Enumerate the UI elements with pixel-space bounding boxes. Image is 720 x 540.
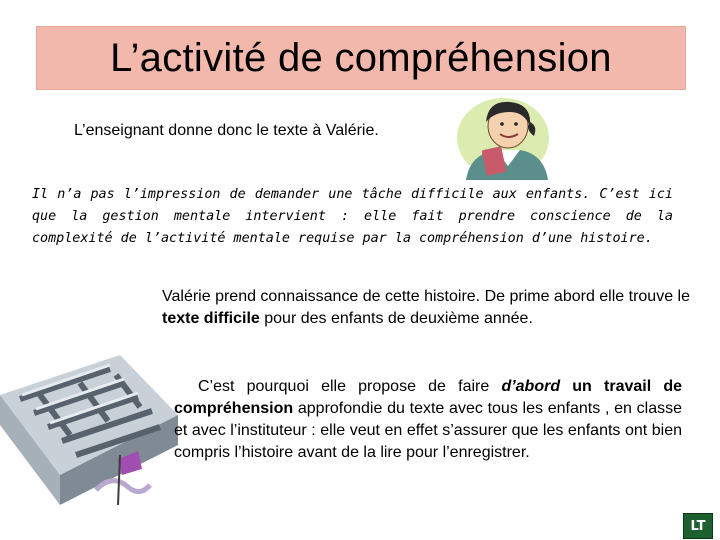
paragraph-discovery-text-1: Valérie prend connaissance de cette histoire. De prime abord elle trouve le [162,288,690,305]
paragraph-discovery-text-2: pour des enfants de deuxième année. [259,310,533,327]
nav-badge-button[interactable]: LT [683,513,713,539]
maze-icon [0,355,178,520]
teacher-icon [448,92,558,180]
title-bar [36,26,686,90]
paragraph-comprehension-text-2: approfondie du texte avec tous les enfants , en classe et avec l’instituteur : elle veut en effet s’assurer que les enfants ont bien compris l’histoire avant de la lire pour l’enregistrer. [174,400,682,461]
paragraph-comprehension-emphasis: un travail de compréhension [174,378,682,417]
slide-title: L’activité de compréhension [110,35,612,80]
paragraph-comprehension-text-1: C’est pourquoi elle propose de faire [198,378,502,395]
intro-text: L’enseignant donne donc le texte à Valérie. [74,122,379,139]
paragraph-comprehension [174,376,682,464]
quote-paragraph: Il n’a pas l’impression de demander une tâche difficile aux enfants. C’est ici que la gestion mentale intervient : elle fait prendre conscience de la complexité de l’activité mentale requise par la compréhension d’une histoire. [32,187,673,246]
paragraph-discovery-emphasis: texte difficile [162,310,260,327]
paragraph-comprehension-emphasis-italic: d’abord [501,378,561,395]
paragraph-discovery [162,286,692,330]
